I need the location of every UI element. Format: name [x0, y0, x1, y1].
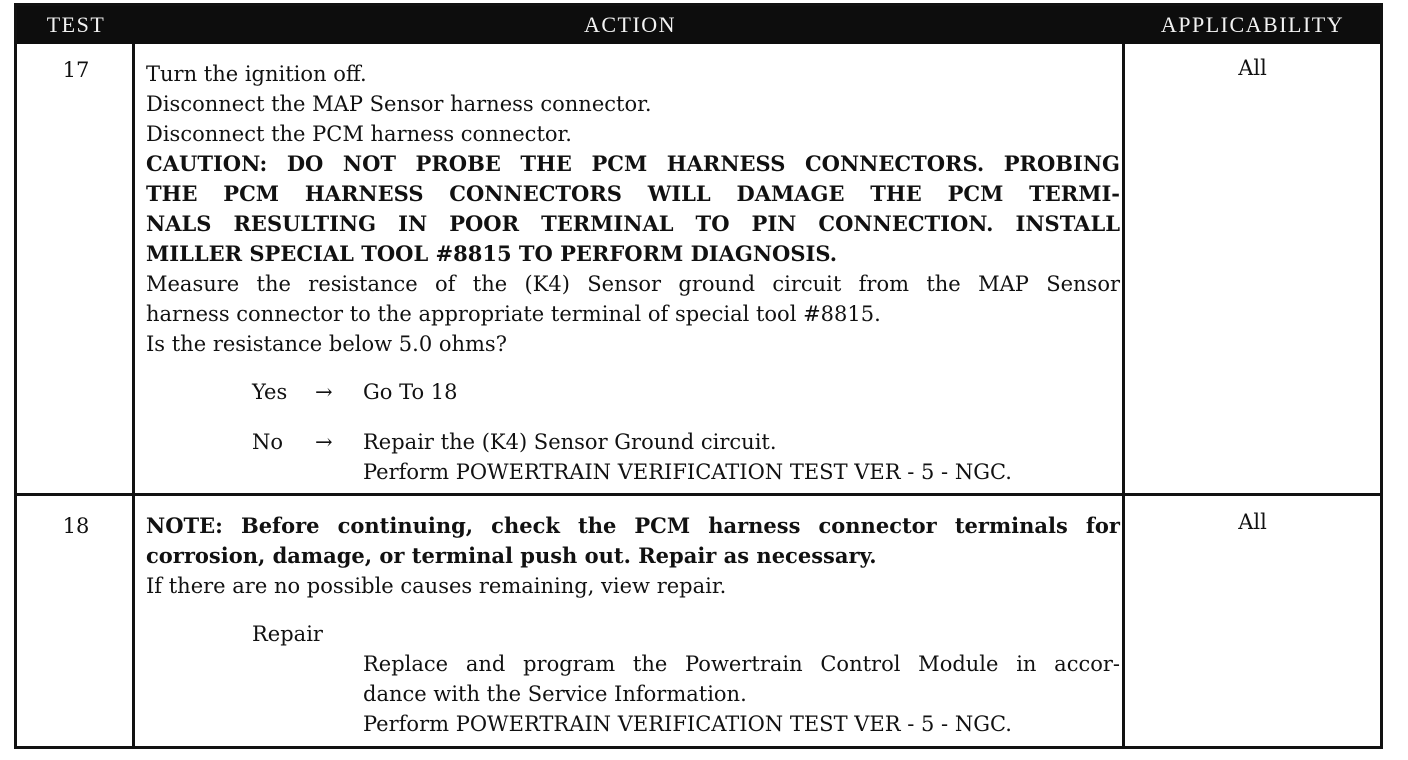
diagnostic-table: [14, 3, 1383, 749]
yes-label: Yes: [252, 380, 288, 404]
header-applicability: APPLICABILITY: [1160, 12, 1345, 37]
action-line: Disconnect the PCM harness connector.: [146, 122, 572, 146]
header-action: ACTION: [583, 12, 677, 37]
repair-line: Replace and program the Powertrain Control Module in accor-: [363, 652, 1120, 676]
note-line: NOTE: Before continuing, check the PCM harness connector terminals for: [146, 513, 1120, 538]
repair-label: Repair: [252, 622, 323, 646]
header-test: TEST: [46, 12, 106, 37]
action-line: Turn the ignition off.: [146, 62, 367, 86]
no-result: Repair the (K4) Sensor Ground circuit.: [363, 430, 777, 454]
measure-line: harness connector to the appropriate terminal of special tool #8815.: [146, 302, 881, 326]
right-arrow-icon: →: [315, 380, 333, 404]
repair-line: dance with the Service Information.: [363, 682, 747, 706]
yes-result: Go To 18: [363, 380, 458, 404]
table-header: [17, 6, 1380, 44]
no-option: [146, 427, 1120, 457]
caution-line: CAUTION: DO NOT PROBE THE PCM HARNESS CONNECTORS. PROBING: [146, 151, 1120, 176]
repair-option: [146, 619, 1120, 649]
table-row-18: [17, 496, 1380, 746]
applicability-value: All: [1238, 56, 1267, 80]
no-label: No: [252, 430, 284, 454]
test-number: 18: [62, 514, 90, 538]
question-line: Is the resistance below 5.0 ohms?: [146, 332, 507, 356]
action-line: If there are no possible causes remaining, view repair.: [146, 574, 727, 598]
caution-line: NALS RESULTING IN POOR TERMINAL TO PIN CONNECTION. INSTALL: [146, 211, 1120, 236]
table-row-17: [17, 44, 1380, 493]
action-cell: [146, 511, 1120, 739]
yes-option: [146, 377, 1120, 407]
repair-line: Perform POWERTRAIN VERIFICATION TEST VER - 5 - NGC.: [363, 712, 1012, 736]
measure-line: Measure the resistance of the (K4) Sensor ground circuit from the MAP Sensor: [146, 272, 1120, 296]
caution-line: THE PCM HARNESS CONNECTORS WILL DAMAGE THE PCM TERMI-: [146, 181, 1120, 206]
test-number: 17: [62, 58, 90, 82]
right-arrow-icon: →: [315, 430, 333, 454]
action-line: Disconnect the MAP Sensor harness connector.: [146, 92, 652, 116]
no-result-followup: Perform POWERTRAIN VERIFICATION TEST VER - 5 - NGC.: [363, 460, 1012, 484]
note-line: corrosion, damage, or terminal push out. Repair as necessary.: [146, 543, 877, 568]
caution-line: MILLER SPECIAL TOOL #8815 TO PERFORM DIAGNOSIS.: [146, 241, 838, 266]
applicability-value: All: [1238, 510, 1267, 534]
action-cell: [146, 59, 1120, 487]
